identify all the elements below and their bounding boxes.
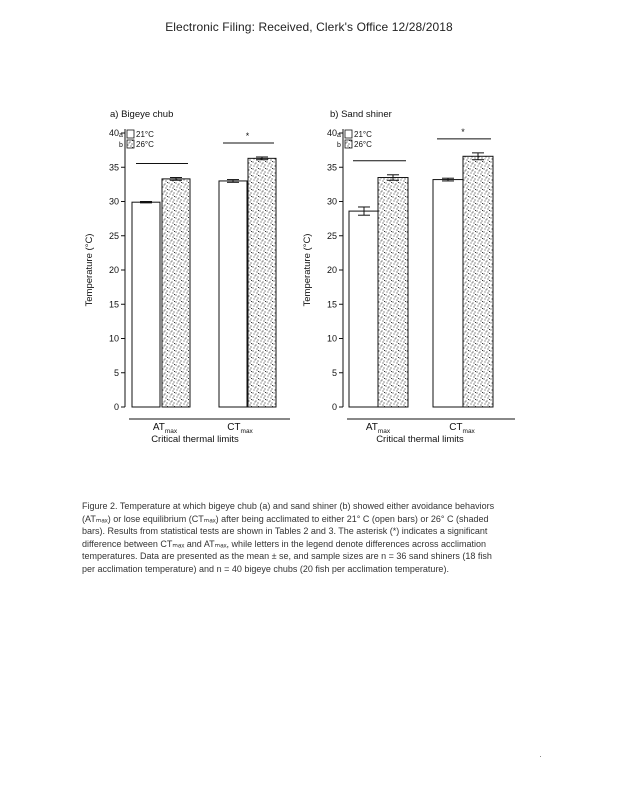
y-tick-label: 25	[108, 230, 119, 241]
legend-swatch-open	[345, 130, 352, 138]
y-tick-label: 15	[108, 299, 119, 310]
y-tick-label: 35	[108, 162, 119, 173]
stray-mark	[540, 756, 541, 757]
bar-shaded	[248, 158, 276, 407]
bar-open	[433, 180, 463, 407]
y-tick-label: 40	[108, 128, 119, 138]
y-axis-label: Temperature (°C)	[302, 233, 313, 307]
caption-line: difference between CTₘₐₓ and ATₘₐₓ, while letters in the legend denote differences across acclimation	[82, 538, 487, 549]
y-tick-label: 35	[326, 162, 337, 173]
bar-open	[219, 181, 247, 407]
y-tick-label: 5	[113, 367, 119, 378]
y-tick-label: 10	[326, 333, 337, 344]
y-tick-label: 20	[108, 265, 119, 275]
chart-title: a) Bigeye chub	[110, 109, 174, 120]
bar-open	[349, 211, 379, 407]
category-subscript: max	[462, 428, 475, 435]
y-tick-label: 10	[108, 333, 119, 344]
bigeye-chub-panel	[84, 109, 290, 445]
y-tick-label: 30	[326, 196, 337, 207]
significance-asterisk: *	[245, 130, 250, 141]
y-axis-label: Temperature (°C)	[84, 233, 95, 307]
x-axis-label: Critical thermal limits	[376, 434, 464, 445]
bar-shaded	[162, 179, 190, 407]
caption-line: Figure 2. Temperature at which bigeye chub (a) and sand shiner (b) showed either avoidance behaviors	[82, 501, 495, 511]
y-tick-label: 5	[331, 367, 337, 378]
y-tick-label: 20	[326, 265, 337, 275]
caption-line: bars). Results from statistical tests are shown in Tables 2 and 3. The asterisk (*) indicates a significant	[82, 526, 488, 536]
legend-label: 21°C	[136, 130, 154, 139]
category-subscript: max	[164, 428, 178, 435]
chart-title: b) Sand shiner	[330, 109, 392, 120]
y-tick-label: 0	[331, 402, 337, 412]
caption-line: per acclimation temperature) and n = 40 bigeye chubs (20 fish per acclimation temperature).	[82, 563, 449, 574]
significance-asterisk: *	[461, 126, 465, 137]
figure-caption	[82, 500, 542, 575]
caption-line: (ATₘₐₓ) or lose equilibrium (CTₘₐₓ) after being acclimated to either 21° C (open bars) or 26° C (shaded	[82, 513, 489, 524]
y-tick-label: 25	[326, 230, 337, 241]
y-tick-label: 40	[326, 128, 337, 138]
category-subscript: max	[377, 428, 391, 435]
legend-swatch-shaded	[127, 140, 134, 148]
legend-letter: a	[337, 132, 341, 139]
legend-letter: b	[119, 142, 123, 149]
category-subscript: max	[240, 428, 253, 435]
y-tick-label: 0	[113, 402, 119, 412]
category-main: CT	[449, 422, 463, 433]
category-main: AT	[365, 422, 378, 433]
legend-letter: b	[337, 142, 341, 149]
category-main: CT	[227, 422, 241, 433]
x-axis-label: Critical thermal limits	[151, 434, 239, 445]
category-main: AT	[152, 422, 165, 433]
sand-shiner-panel	[302, 109, 515, 445]
legend-label: 26°C	[354, 140, 372, 149]
filing-header: Electronic Filing: Received, Clerk's Office 12/28/2018	[165, 20, 453, 34]
bar-shaded	[463, 156, 493, 407]
legend-label: 21°C	[354, 130, 372, 139]
legend-letter: a	[119, 132, 123, 139]
legend-label: 26°C	[136, 140, 154, 149]
legend-swatch-shaded	[345, 140, 352, 148]
y-tick-label: 15	[326, 299, 337, 310]
legend-swatch-open	[127, 130, 134, 138]
bar-open	[132, 202, 160, 407]
y-tick-label: 30	[108, 196, 119, 207]
caption-line: temperatures. Data are presented as the mean ± se, and sample sizes are n = 36 sand shiners (18 fish	[82, 551, 492, 561]
bar-shaded	[378, 178, 408, 407]
